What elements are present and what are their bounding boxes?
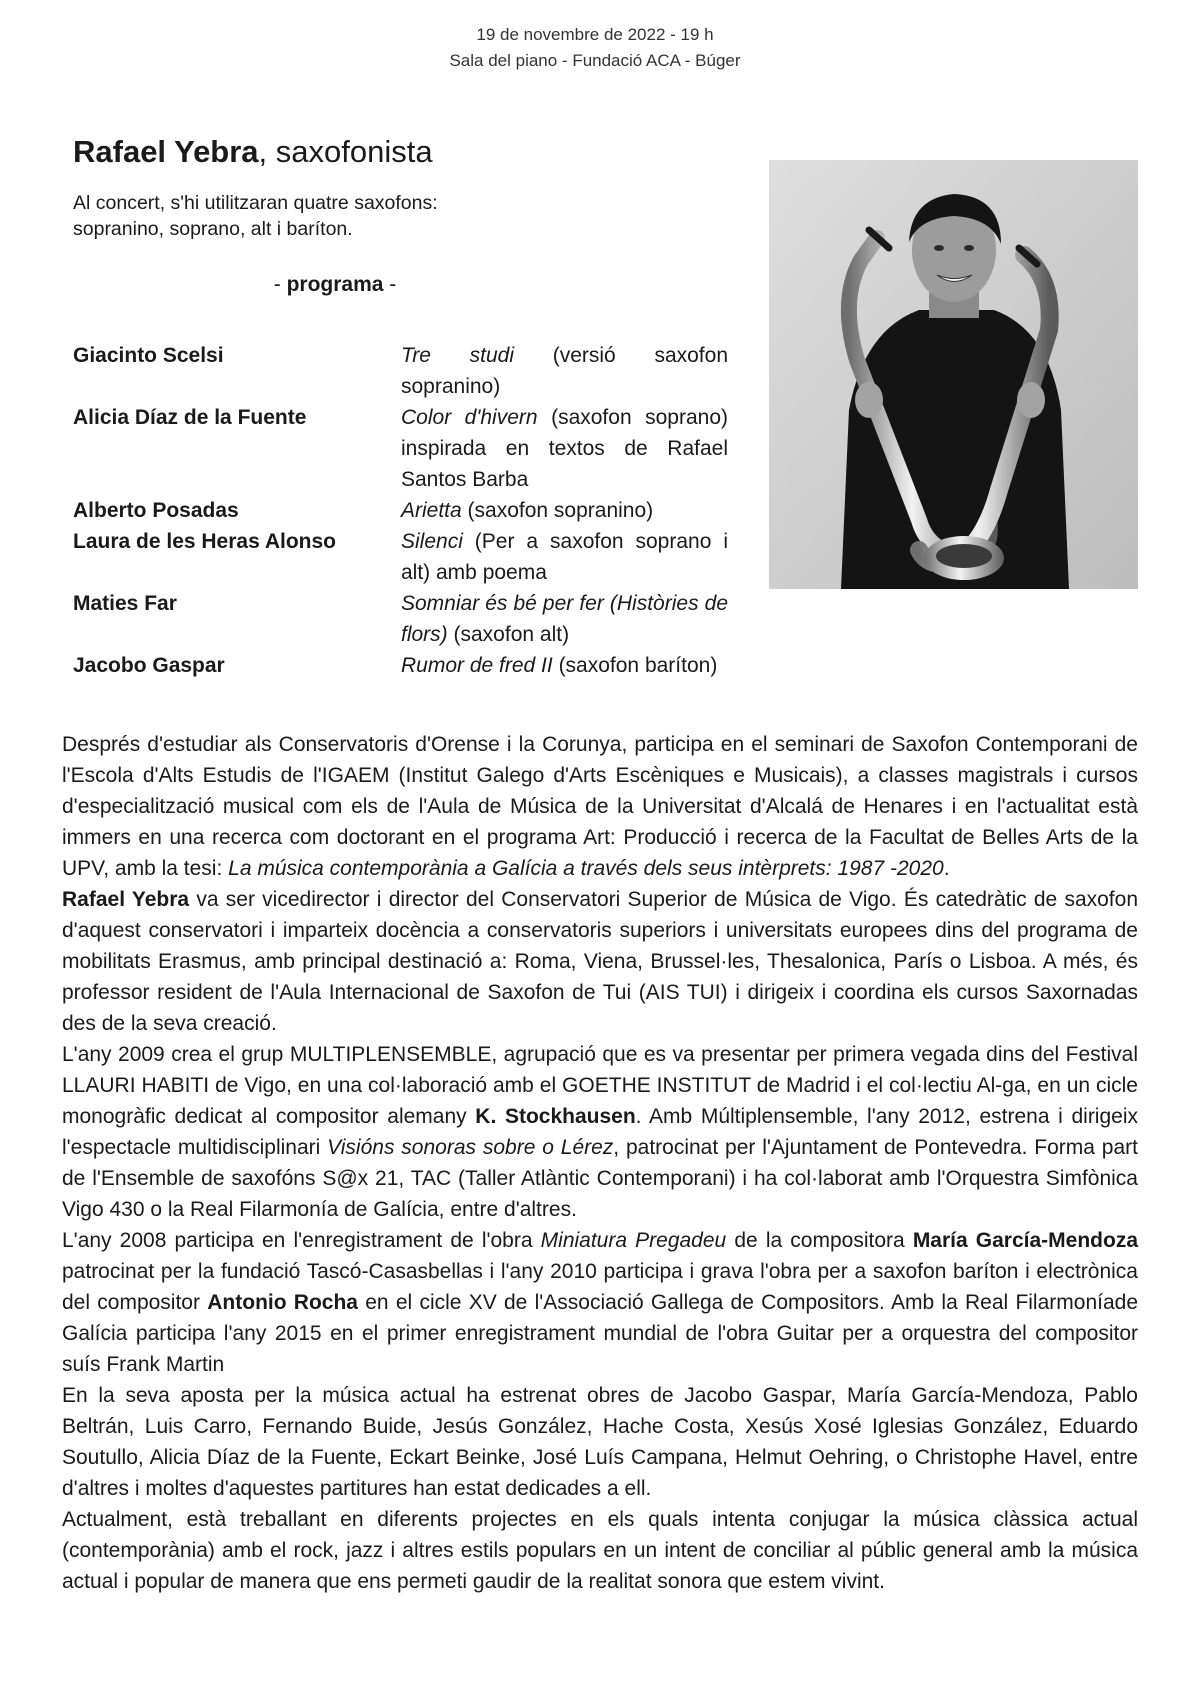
- intro-text: [73, 190, 533, 242]
- bio-text: Després d'estudiar als Conservatoris d'Orense i la Corunya, participa en el seminari de Saxofon Contemporani de l'Escola d'Alts Estudis de l'IGAEM (Institut Galego d'Arts Escèniques e Musicais), a classes magistrals i cursos d'especialització musical com els de l'Aula de Música de la Universitat d'Alcalá de Henares i en l'actualitat està immers en una recerca com doctorant en el programa Art: Producció i recerca de la Facultat de Belles Arts de la UPV, amb la tesi:: [62, 733, 1138, 880]
- bio-text: en el cicle XV de l'Associació Gallega de Compositors. Amb la Real Filarmoníade Galícia participa l'any 2015 en el primer enregistrament mundial de l'obra Guitar per a orquestra del compositor suís Frank Martin: [62, 1291, 1138, 1376]
- bio-text: va ser vicedirector i director del Conservatori Superior de Música de Vigo. És catedràtic de saxofon d'aquest conservatori i imparteix docència a conservatoris superiors i universitats europees dins del programa de mobilitats Erasmus, amb principal destinació a: Roma, Viena, Brussel·les, Thesalonica, París o Lisboa. A més, és professor resident de l'Aula Internacional de Saxofon de Tui (AIS TUI) i dirigeix i coordina els cursos Saxornadas des de la seva creació.: [62, 888, 1138, 1035]
- piece-description: [401, 495, 728, 526]
- piece-details: (Per a saxofon soprano i alt) amb poema: [401, 530, 728, 584]
- piece-description: [401, 650, 728, 681]
- bio-text: L'any 2008 participa en l'enregistrament de l'obra: [62, 1229, 541, 1252]
- piece-title: Rumor de fred II: [401, 654, 553, 677]
- event-date: 19 de novembre de 2022 - 19 h: [476, 25, 714, 44]
- programa-label: programa: [286, 273, 384, 296]
- biography: [62, 729, 1138, 1597]
- composer-name: Laura de les Heras Alonso: [73, 530, 336, 553]
- composer-name: Giacinto Scelsi: [73, 344, 224, 367]
- bio-text: de la compositora: [726, 1229, 913, 1252]
- composer-name: Alicia Díaz de la Fuente: [73, 406, 307, 429]
- bio-text: .: [943, 857, 950, 880]
- program-list: [73, 340, 728, 681]
- bio-paragraph: Actualment, està treballant en diferents projectes en els quals intenta conjugar la música clàssica actual (contemporània) amb el rock, jazz i altres estils populars en un intent de conciliar al públic general amb la música actual i popular de manera que ens permeti gaudir de la realitat sonora que estem vivint.: [62, 1508, 1138, 1593]
- programa-dash-left: -: [273, 273, 287, 296]
- bio-bold-name: María García-Mendoza: [912, 1229, 1138, 1252]
- bio-bold-name: K. Stockhausen: [475, 1105, 636, 1128]
- piece-title: Silenci: [401, 530, 463, 553]
- program-row: [73, 650, 728, 681]
- thesis-title: La música contemporània a Galícia a través dels seus intèrprets: 1987 -2020: [228, 857, 944, 880]
- composer-name: Alberto Posadas: [73, 499, 239, 522]
- composer-name: Jacobo Gaspar: [73, 654, 225, 677]
- performer-name: Rafael Yebra: [73, 134, 259, 169]
- piece-details: (saxofon sopranino): [461, 499, 654, 522]
- bio-text: L'any 2009 crea el grup MULTIPLENSEMBLE, agrupació que es va presentar per primera vegada dins del Festival LLAURI HABITI de Vigo, en una col·laboració amb el GOETHE INSTITUT de Madrid i el col·lectiu Al-ga, en un cicle monogràfic dedicat al compositor alemany: [62, 1043, 1138, 1128]
- piece-details: (saxofon alt): [447, 623, 570, 646]
- piece-description: [401, 526, 728, 588]
- bio-paragraph: [62, 1225, 1138, 1380]
- program-row: [73, 526, 728, 588]
- piece-description: [401, 340, 728, 402]
- event-header: [0, 22, 1190, 74]
- bio-text: patrocinat per la fundació Tascó-Casasbellas i l'any 2010 participa i grava l'obra per a saxofon baríton i electrònica del compositor: [62, 1260, 1138, 1314]
- bio-paragraph: [62, 729, 1138, 884]
- intro-line-2: sopranino, soprano, alt i baríton.: [73, 218, 353, 240]
- piece-details: (versió saxofon sopranino): [401, 344, 728, 398]
- saxophonist-illustration: [769, 160, 1138, 589]
- bio-paragraph: En la seva aposta per la música actual ha estrenat obres de Jacobo Gaspar, María García-Mendoza, Pablo Beltrán, Luis Carro, Fernando Buide, Jesús González, Hache Costa, Xesús Xosé Iglesias González, Eduardo Soutullo, Alicia Díaz de la Fuente, Eckart Beinke, José Luís Campana, Helmut Oehring, o Christophe Havel, entre d'altres i moltes d'aquestes partitures han estat dedicades a ell.: [62, 1384, 1138, 1500]
- piece-title: Arietta: [401, 499, 462, 522]
- piece-details: (saxofon soprano) inspirada en textos de Rafael Santos Barba: [401, 406, 728, 491]
- piece-title: Somniar és bé per fer (Històries de flors): [401, 592, 728, 646]
- bio-bold-name: Antonio Rocha: [207, 1291, 358, 1314]
- performer-role: , saxofonista: [258, 134, 433, 169]
- event-venue: Sala del piano - Fundació ACA - Búger: [449, 51, 741, 70]
- piece-title: Color d'hivern: [401, 406, 538, 429]
- bio-name: Rafael Yebra: [62, 888, 190, 911]
- program-row: [73, 588, 728, 650]
- program-row: [73, 495, 728, 526]
- bio-work-title: Visións sonoras sobre o Lérez: [327, 1136, 614, 1159]
- page-title: [73, 132, 433, 172]
- bio-paragraph: [62, 1039, 1138, 1225]
- piece-title: Tre studi: [401, 344, 515, 367]
- composer-name: Maties Far: [73, 592, 177, 615]
- bio-text: , patrocinat per l'Ajuntament de Pontevedra. Forma part de l'Ensemble de saxofóns S@x 21, TAC (Taller Atlàntic Contemporani) i ha col·laborat amb l'Orquestra Simfònica Vigo 430 o la Real Filarmonía de Galícia, entre d'altres.: [62, 1136, 1138, 1221]
- intro-line-1: Al concert, s'hi utilitzaran quatre saxofons:: [73, 192, 438, 214]
- performer-photo: [769, 160, 1138, 589]
- programa-heading: [0, 270, 670, 300]
- bio-text: . Amb Múltiplensemble, l'any 2012, estrena i dirigeix l'espectacle multidisciplinari: [62, 1105, 1138, 1159]
- bio-paragraph: [62, 884, 1138, 1039]
- program-row: [73, 402, 728, 495]
- program-row: [73, 340, 728, 402]
- programa-dash-right: -: [383, 273, 397, 296]
- piece-details: (saxofon baríton): [552, 654, 718, 677]
- piece-description: [401, 402, 728, 495]
- bio-work-title: Miniatura Pregadeu: [540, 1229, 727, 1252]
- piece-description: [401, 588, 728, 650]
